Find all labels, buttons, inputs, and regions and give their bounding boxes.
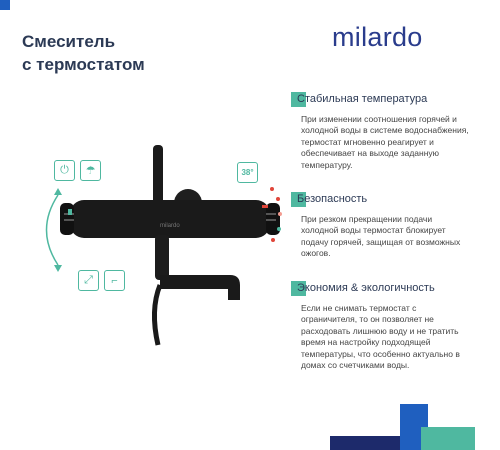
mixer-illustration <box>40 135 290 355</box>
mixer-body <box>70 200 270 238</box>
title-line-1: Смеситель <box>22 32 116 51</box>
feature-title: Безопасность <box>297 193 368 205</box>
page-title <box>22 30 145 76</box>
hot-indicator-dot <box>270 187 274 191</box>
shower-hose <box>154 285 160 345</box>
title-line-2: с термостатом <box>22 55 145 74</box>
temperature-display: 38° <box>241 168 254 177</box>
hot-indicator-dot <box>271 238 275 242</box>
shower-icon: ☂ <box>80 160 101 181</box>
feature-safety <box>291 192 491 260</box>
power-icon: ⏻ <box>54 160 75 181</box>
handshower-icon: ⤢ <box>78 270 99 291</box>
feature-text: При резком прекращении подачи холодной воды термостат блокирует подачу горячей, защищая от возможных ожогов. <box>301 214 461 259</box>
feature-text: При изменении соотношения горячей и холодной воды в системе водоснабжения, термостат мгновенно реагирует и обеспечивает на выходе заданную температуру. <box>301 114 469 170</box>
cold-indicator-dot <box>277 227 281 231</box>
thermometer-icon <box>237 162 258 183</box>
brand-logo: milardo <box>332 22 423 52</box>
rotation-arrow <box>47 195 59 265</box>
feature-title: Экономия & экологичность <box>297 282 435 294</box>
feature-title: Стабильная температура <box>297 93 428 105</box>
feature-stable-temperature <box>291 92 491 171</box>
spout <box>160 275 240 300</box>
hot-indicator-dot <box>276 197 280 201</box>
warm-indicator-dot <box>278 212 282 216</box>
corner-accent <box>0 0 10 10</box>
feature-text: Если не снимать термостат с ограничителя, то он позволяет не расходовать лишнюю воду и не тратить время на настройку подходящей температуры, что особенно актуально в домах со счетчиками воды. <box>301 303 460 371</box>
spout-stem <box>155 235 169 280</box>
bath-spout-icon: ⌐ <box>104 270 125 291</box>
body-label: milardo <box>160 223 180 229</box>
feature-economy <box>291 281 491 371</box>
decor-teal-block <box>421 427 475 450</box>
